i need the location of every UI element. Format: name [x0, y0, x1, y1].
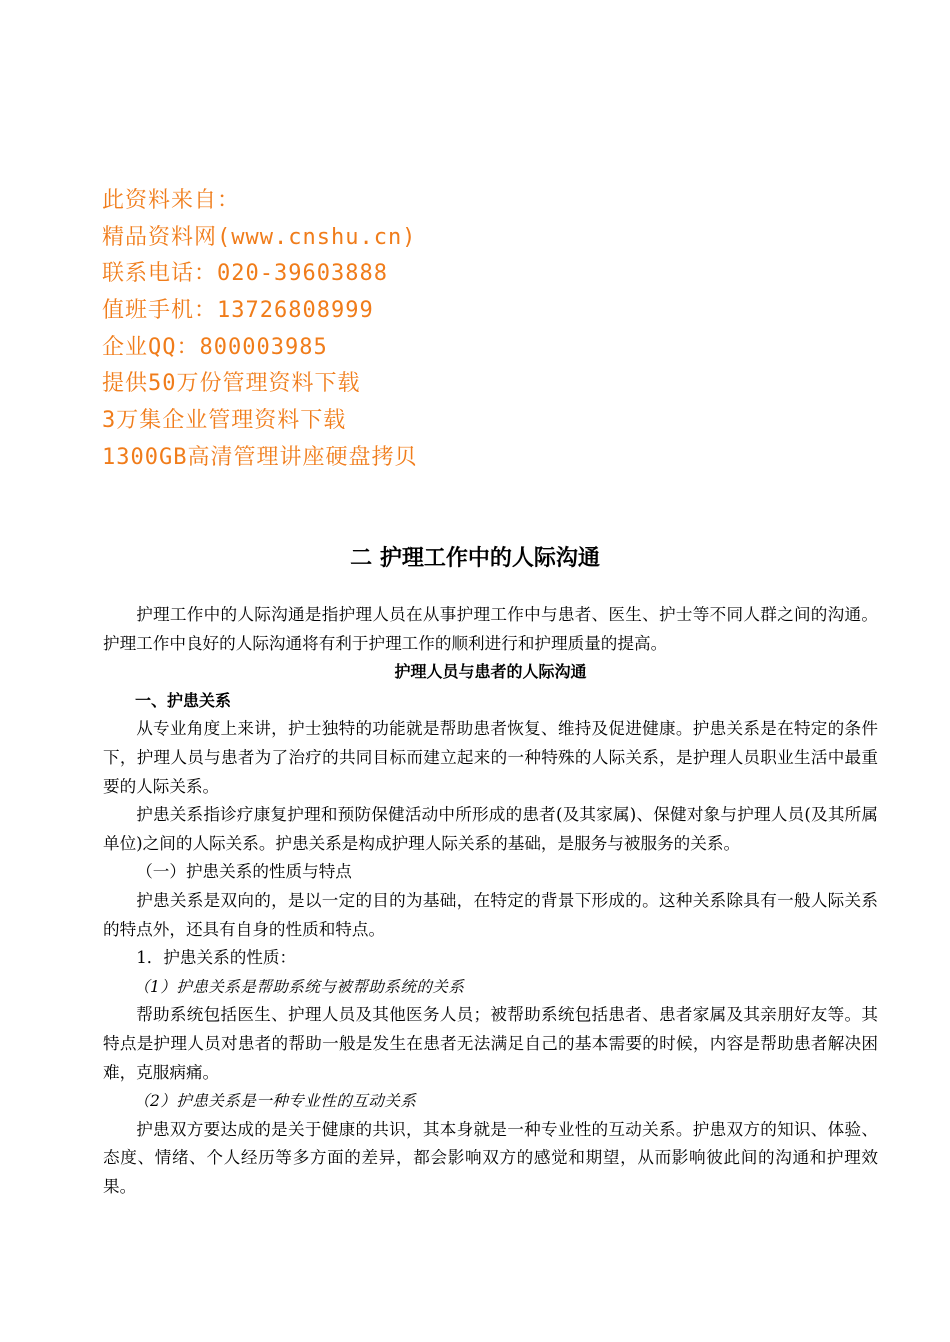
- promo-line-1: 提供50万份管理资料下载: [102, 371, 361, 397]
- paragraph-1: 从专业角度上来讲，护士独特的功能就是帮助患者恢复、维持及促进健康。护患关系是在特定的条件下，护理人员与患者为了治疗的共同目标而建立起来的一种特殊的人际关系，是护理人员职业生活中最重要的人际关系。: [103, 719, 878, 796]
- subsection-heading: 一、护患关系: [135, 690, 232, 710]
- intro-paragraph: 护理工作中的人际沟通是指护理人员在从事护理工作中与患者、医生、护士等不同人群之间的沟通。护理工作中良好的人际沟通将有利于护理工作的顺利进行和护理质量的提高。: [103, 605, 878, 653]
- point-2-title: （2）护患关系是一种专业性的互动关系: [134, 1092, 417, 1111]
- source-label: 此资料来自：: [102, 188, 241, 213]
- document-body: [103, 601, 878, 1201]
- website-line: 精品资料网(www.cnshu.cn): [102, 224, 417, 250]
- promo-line-3: 1300GB高清管理讲座硬盘拷贝: [102, 444, 418, 470]
- paragraph-2: 护患关系指诊疗康复护理和预防保健活动中所形成的患者(及其家属)、保健对象与护理人员(及其所属单位)之间的人际关系。护患关系是构成护理人际关系的基础，是服务与被服务的关系。: [103, 805, 878, 853]
- paragraph-3: 护患关系是双向的，是以一定的目的为基础，在特定的背景下形成的。这种关系除具有一般人际关系的特点外，还具有自身的性质和特点。: [103, 890, 878, 939]
- source-info-block: [102, 183, 417, 477]
- phone-line: 联系电话：020-39603888: [102, 261, 388, 287]
- point-1-text: 帮助系统包括医生、护理人员及其他医务人员；被帮助系统包括患者、患者家属及其亲朋好友等。其特点是护理人员对患者的帮助一般是发生在患者无法满足自己的基本需要的时候，内容是帮助患者解决困难，克服病痛。: [103, 1005, 878, 1082]
- point-2-text: 护患双方要达成的是关于健康的共识，其本身就是一种专业性的互动关系。护患双方的知识、体验、态度、情绪、个人经历等多方面的差异，都会影响双方的感觉和期望，从而影响彼此间的沟通和护理效果。: [103, 1119, 878, 1196]
- point-1-title: （1）护患关系是帮助系统与被帮助系统的关系: [134, 977, 465, 996]
- mobile-line: 值班手机：13726808999: [102, 298, 374, 324]
- sub-heading-1: （一）护患关系的性质与特点: [136, 862, 352, 882]
- section-heading: 护理人员与患者的人际沟通: [394, 662, 587, 682]
- item-heading: 1．护患关系的性质：: [136, 948, 297, 968]
- qq-line: 企业QQ：800003985: [102, 334, 328, 360]
- promo-line-2: 3万集企业管理资料下载: [102, 408, 347, 434]
- document-title: 二 护理工作中的人际沟通: [350, 546, 600, 571]
